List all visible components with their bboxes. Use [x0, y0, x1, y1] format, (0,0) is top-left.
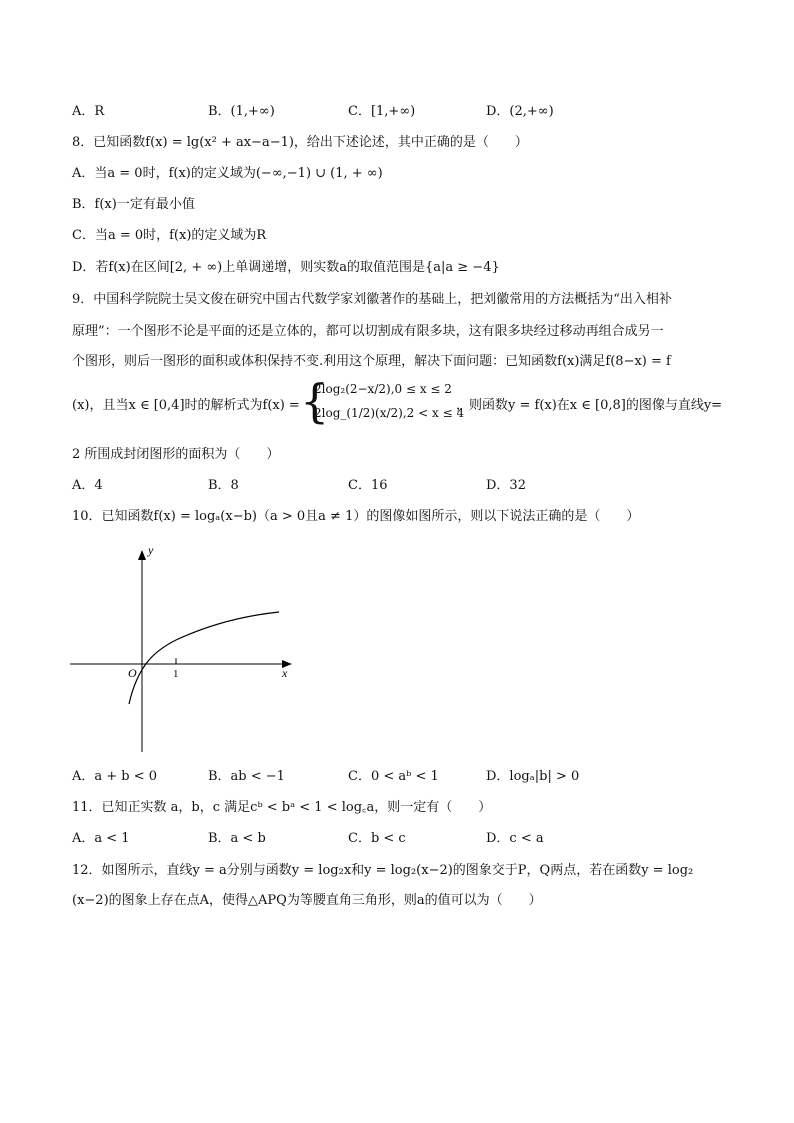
- q9-line-1: 9．中国科学院院士吴文俊在研究中国古代数学家刘徽著作的基础上，把刘徽常用的方法概括为“出入相补: [72, 292, 672, 307]
- q12-line-2: (x−2)的图象上存在点A，使得△APQ为等腰直角三角形，则a的值可以为（ ）: [72, 893, 542, 908]
- q8-option-c: C．当a = 0时，f(x)的定义域为R: [72, 228, 267, 243]
- q7-option-d: D．(2,+∞): [486, 104, 554, 119]
- q9-piece-2: 2log_(1/2)(x/2),2 < x ≤ 4: [314, 406, 465, 420]
- q10-function-graph: [66, 540, 296, 758]
- q9-option-c: C．16: [348, 478, 388, 493]
- q9-line-4a: (x)，且当x ∈ [0,4]时的解析式为f(x) =: [72, 398, 300, 413]
- q11-option-d: D．c < a: [486, 831, 544, 846]
- left-brace: {: [300, 374, 330, 428]
- q10-stem: 10．已知函数f(x) = logₐ(x−b)（a > 0且a ≠ 1）的图像如图所示，则以下说法正确的是（ ）: [72, 509, 640, 524]
- q11-option-b: B．a < b: [208, 831, 266, 846]
- q10-option-a: A．a + b < 0: [72, 769, 158, 784]
- q8-option-b: B．f(x)一定有最小值: [72, 197, 195, 212]
- q11-option-c: C．b < c: [348, 831, 406, 846]
- q9-line-5: 2 所围成封闭图形的面积为（ ）: [72, 447, 280, 462]
- y-axis-arrow-icon: [138, 550, 146, 560]
- q10-option-b: B．ab < −1: [208, 769, 285, 784]
- q10-option-c: C．0 < aᵇ < 1: [348, 769, 439, 784]
- q11-stem: 11．已知正实数 a，b，c 满足cᵇ < bᵃ < 1 < log꜀a，则一定有（ ）: [72, 800, 492, 815]
- q9-line-3: 个图形，则后一图形的面积或体积保持不变.利用这个原理，解决下面问题：已知函数f(x)满足f(8−x) = f: [72, 354, 671, 369]
- q8-stem: 8．已知函数f(x) = lg(x² + ax−a−1)，给出下述论述，其中正确的是（ ）: [72, 135, 528, 150]
- q7-option-b: B．(1,+∞): [208, 104, 275, 119]
- q8-option-a: A．当a = 0时，f(x)的定义域为(−∞,−1) ∪ (1, + ∞): [72, 166, 383, 181]
- q9-piece-1: 2log₂(2−x/2),0 ≤ x ≤ 2: [314, 382, 452, 396]
- tick-label-1: 1: [173, 668, 179, 680]
- origin-label: O: [128, 666, 137, 680]
- log-curve: [129, 612, 279, 704]
- q9-line-4b: ，则函数y = f(x)在x ∈ [0,8]的图像与直线y=: [456, 398, 723, 413]
- q12-line-1: 12．如图所示，直线y = a分别与函数y = log₂x和y = log₂(x−2)的图象交于P，Q两点，若在函数y = log₂: [72, 863, 694, 878]
- q9-option-a: A．4: [72, 478, 103, 493]
- q11-option-a: A．a < 1: [72, 831, 130, 846]
- q8-option-d: D．若f(x)在区间[2, + ∞)上单调递增，则实数a的取值范围是{a|a ≥ −4}: [72, 260, 500, 275]
- q7-option-c: C．[1,+∞): [348, 104, 416, 119]
- q9-option-b: B．8: [208, 478, 239, 493]
- q9-option-d: D．32: [486, 478, 526, 493]
- q9-line-2: 原理”：一个图形不论是平面的还是立体的，都可以切割成有限多块，这有限多块经过移动再组合成另一: [72, 324, 664, 339]
- x-axis-label: x: [282, 666, 288, 680]
- q7-option-a: A．R: [72, 104, 105, 119]
- y-axis-label: y: [148, 543, 154, 557]
- q10-option-d: D．logₐ|b| > 0: [486, 769, 580, 784]
- q9-piecewise-definition: [300, 374, 465, 430]
